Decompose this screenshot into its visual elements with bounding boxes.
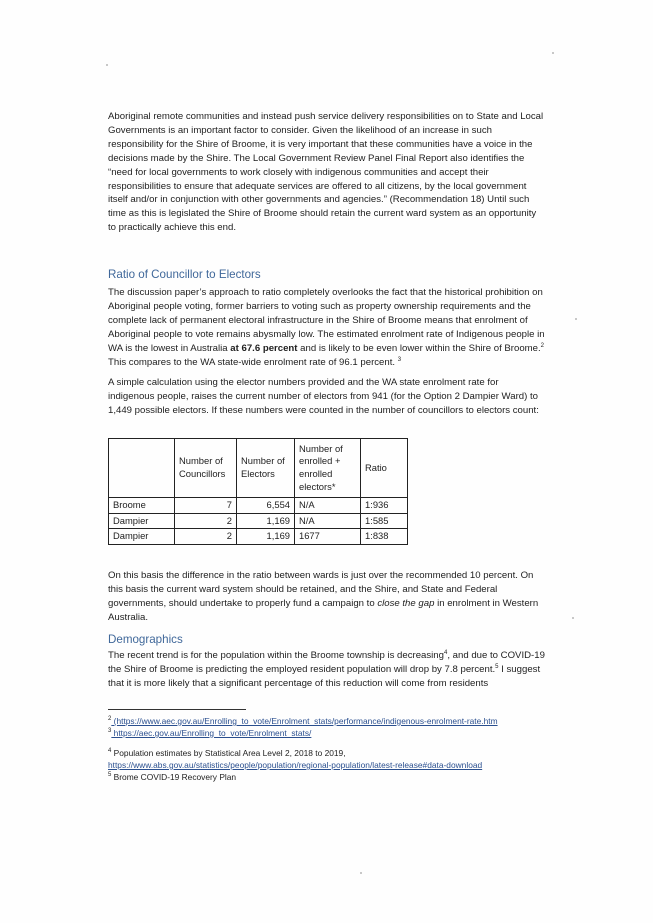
table-cell: 1:838 — [361, 529, 408, 545]
table-row — [109, 529, 408, 545]
table-cell: Dampier — [109, 513, 175, 529]
paragraph-calculation: A simple calculation using the elector numbers provided and the WA state enrolment rate for indigenous people, raises the current number of electors from 941 (for the Option 2 Dampier Ward) to 1,449 possible electors. If these numbers were counted in the number of councillors to electors count: — [108, 377, 539, 416]
footnote-ref-3: 3 — [397, 356, 402, 363]
heading-demographics: Demographics — [108, 633, 183, 646]
footnote-5: $^5$ Brome COVID-19 Recovery Plan — [108, 772, 237, 782]
table-cell: 6,554 — [237, 498, 295, 514]
table-cell: N/A — [295, 498, 361, 514]
table-cell: 1,169 — [237, 513, 295, 529]
table-header-cell: Number of enrolled + enrolled electors* — [295, 439, 361, 498]
table-header-cell: Ratio — [361, 439, 408, 498]
footnote-3-link[interactable]: https://aec.gov.au/Enrolling_to_vote/Enrolment_stats/ — [111, 728, 312, 738]
footnote-4: $^4$ Population estimates by Statistical Area Level 2, 2018 to 2019, https://www.abs.gov.au/statistics/people/population/regional-population/latest-release#data-download — [108, 748, 483, 770]
paragraph-demographics: The recent trend is for the population within the Broome township is decreasing$^4$, and due to COVID-19 the Shire of Broome is predicting the employed resident population will drop by 7.8 percent.$^5$ I suggest that it is more likely that a significant percentage of this reduction will come from residents — [108, 649, 545, 689]
table-cell: 2 — [175, 513, 237, 529]
footnote-ref-5: 5 — [495, 663, 499, 670]
table-cell: 1:936 — [361, 498, 408, 514]
footnote-2-link[interactable]: (https://www.aec.gov.au/Enrolling_to_vote/Enrolment_stats/performance/indigenous-enrolment-rate.htm — [111, 716, 498, 726]
footnote-ref-2: 2 — [540, 342, 545, 349]
footnote-2: $^2$ (https://www.aec.gov.au/Enrolling_to_vote/Enrolment_stats/performance/indigenous-enrolment-rate.htm — [108, 716, 498, 726]
table-header-cell — [109, 439, 175, 498]
table-row — [109, 498, 408, 514]
footnote-3: $^3$ https://aec.gov.au/Enrolling_to_vote/Enrolment_stats/ — [108, 728, 312, 738]
table-cell: Broome — [109, 498, 175, 514]
table-header-cell: Number of Councillors — [175, 439, 237, 498]
table-cell: 1:585 — [361, 513, 408, 529]
italic-close-the-gap: close the gap — [377, 597, 435, 609]
table-row — [109, 513, 408, 529]
paragraph-enrolment-rate: The discussion paper’s approach to ratio completely overlooks the fact that the historical prohibition on Aboriginal people voting, former barriers to voting such as property ownership requirements and the complete lack of permanent electoral infrastructure in the Shire of Broome means that enrolment of Aboriginal people to vote remains abysmally low. The estimated enrolment rate of Indigenous people in WA is the lowest in Australia at 67.6 percent and is likely to be even lower within the Shire of Broome.$^2$ This compares to the WA state-wide enrolment rate of 96.1 percent. $^3$ — [108, 287, 545, 368]
footnote-ref-4: 4 — [443, 649, 448, 656]
table-cell: 1,169 — [237, 529, 295, 545]
paragraph-aboriginal-communities: Aboriginal remote communities and instead push service delivery responsibilities on to State and Local Governments is an important factor to consider. Given the likelihood of an increase in such responsibility for the Shire of Broome, it is very important that these communities have a voice in the decisions made by the Shire. The Local Government Review Panel Final Report also identifies the “need for local governments to work closely with indigenous communities and accept their responsibilities to ensure that adequate services are offered to all citizens, by the local government itself and/or in conjunction with other governments and agencies.” (Recommendation 18) Until such time as this is legislated the Shire of Broome should retain the current ward system as an opportunity to practically achieve this end. — [108, 111, 544, 234]
paragraph-close-the-gap: On this basis the difference in the ratio between wards is just over the recommended 10 percent. On this basis the current ward system should be retained, and the Shire, and State and Federal governments, should undertake to properly fund a campaign to close the gap in enrolment in Western Australia. — [108, 570, 539, 623]
table-cell: N/A — [295, 513, 361, 529]
footnote-4-link[interactable]: https://www.abs.gov.au/statistics/people/population/regional-population/latest-release#data-download — [108, 760, 483, 770]
table-cell: 1677 — [295, 529, 361, 545]
table-header-row — [109, 439, 408, 498]
table-header-cell: Number of Electors — [237, 439, 295, 498]
bold-enrolment-rate: at 67.6 percent — [230, 342, 298, 354]
table-cell: Dampier — [109, 529, 175, 545]
table-cell: 2 — [175, 529, 237, 545]
table-cell: 7 — [175, 498, 237, 514]
heading-ratio-councillor-electors: Ratio of Councillor to Electors — [108, 268, 261, 281]
footnote-separator — [108, 709, 246, 710]
ratio-table — [108, 438, 408, 545]
